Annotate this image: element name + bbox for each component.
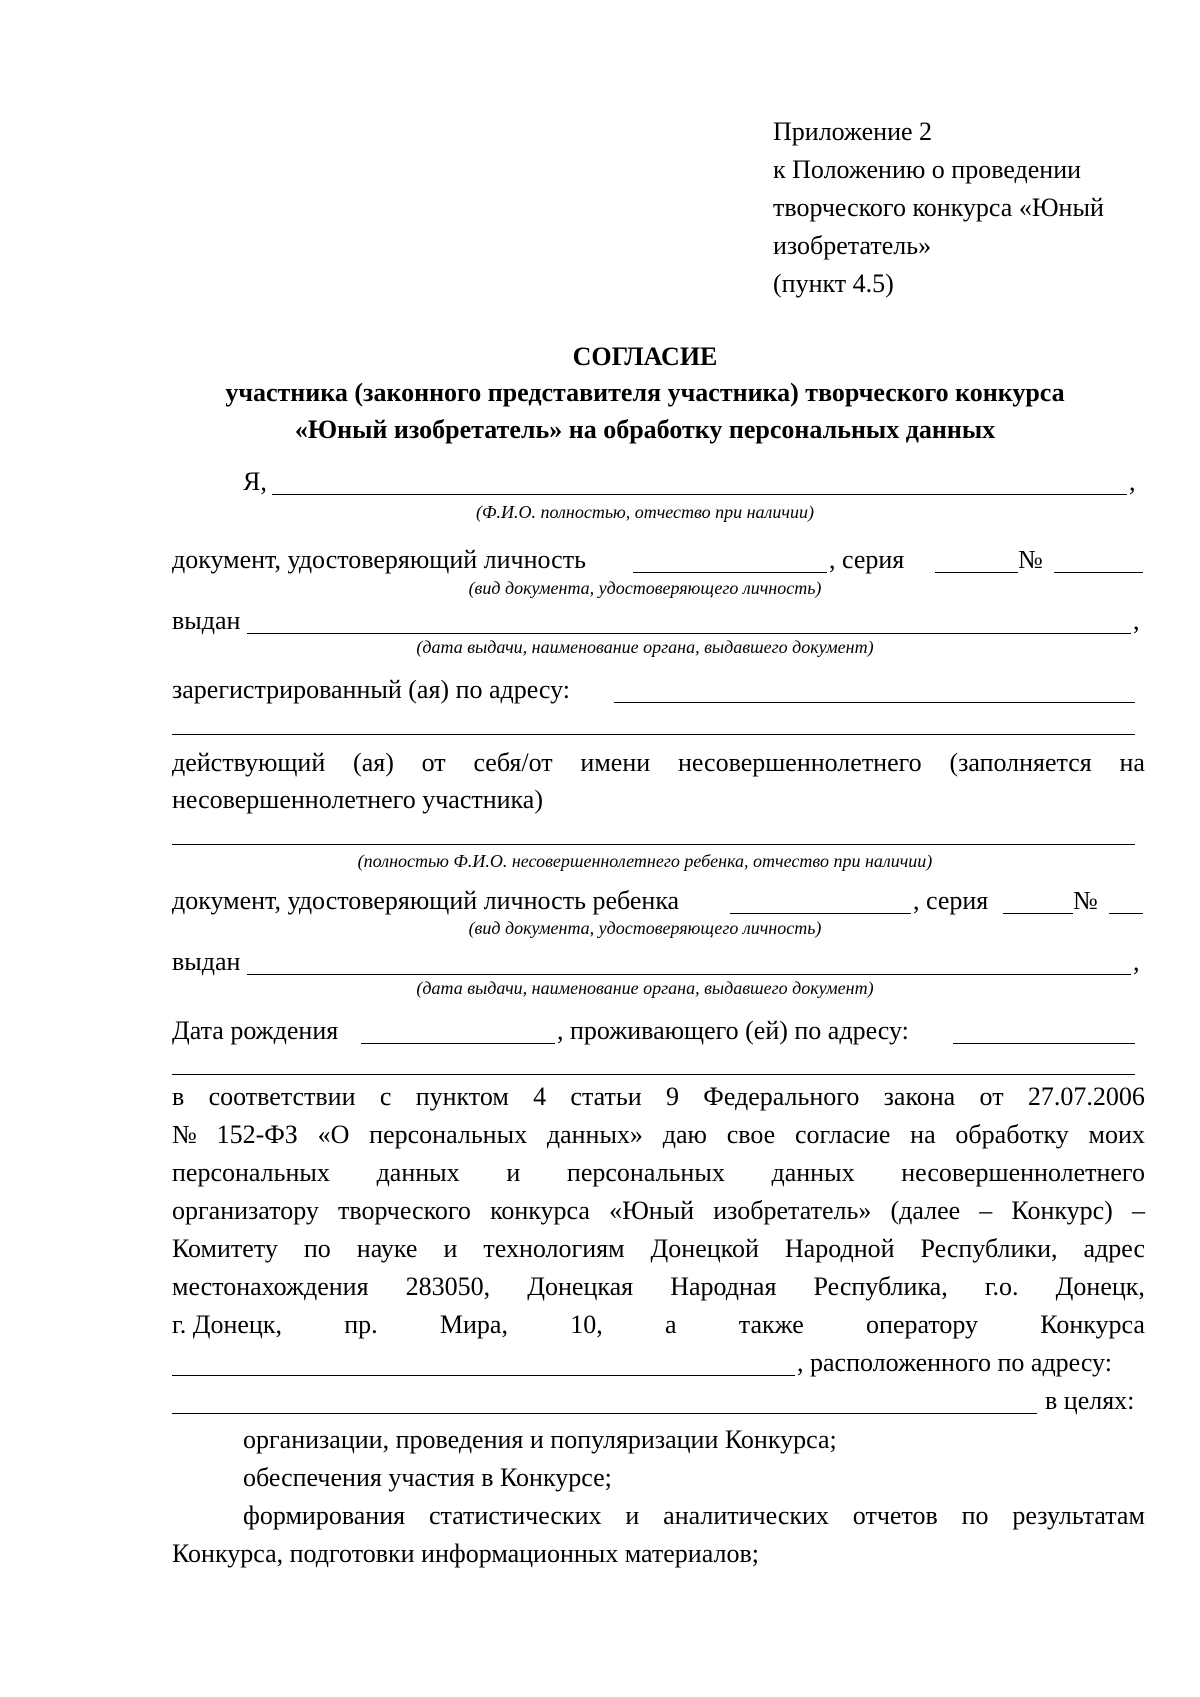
- body-word: в: [172, 1082, 185, 1111]
- body-word: конкурса: [490, 1196, 590, 1225]
- body-line-1: [172, 1082, 1145, 1112]
- body-word: №: [172, 1120, 197, 1149]
- child-doc-type-field[interactable]: [730, 913, 911, 914]
- body-word: от: [979, 1082, 1004, 1111]
- doc-caption: (вид документа, удостоверяющего личность): [468, 578, 822, 598]
- doc-label: документ, удостоверяющий личность: [172, 545, 586, 574]
- body-word: –: [979, 1196, 993, 1225]
- body-word: Народная: [670, 1272, 777, 1301]
- child-doc-label: документ, удостоверяющий личность ребенка: [172, 886, 680, 915]
- appendix-line-4: изобретатель»: [773, 231, 932, 260]
- purpose-item-3-line-1: [243, 1501, 1145, 1531]
- body-line-5: [172, 1234, 1145, 1264]
- body-word: организатору: [172, 1196, 319, 1225]
- purpose-word: отчетов: [852, 1501, 938, 1530]
- body-word: свое: [726, 1120, 776, 1149]
- fio-comma: ,: [1129, 467, 1136, 496]
- body-line-2: [172, 1120, 1145, 1150]
- body-word: Донецкая: [527, 1272, 634, 1301]
- registered-label: зарегистрированный (ая) по адресу:: [172, 675, 571, 704]
- appendix-line-5: (пункт 4.5): [773, 269, 894, 298]
- body-word: Республика,: [813, 1272, 948, 1301]
- operator-name-field[interactable]: [172, 1375, 795, 1376]
- body-word: 152-ФЗ: [216, 1120, 298, 1149]
- body-word: 27.07.2006: [1027, 1082, 1145, 1111]
- body-word: «Юный: [609, 1196, 695, 1225]
- body-word: и: [506, 1158, 521, 1187]
- body-word: творческого: [337, 1196, 471, 1225]
- body-word: по: [303, 1234, 331, 1263]
- body-word: 4: [533, 1082, 547, 1111]
- child-issued-field[interactable]: [247, 974, 1131, 975]
- body-word: технологиям: [483, 1234, 625, 1263]
- registered-field[interactable]: [614, 702, 1135, 703]
- body-word: науке: [356, 1234, 418, 1263]
- acting-text-line-1: [172, 748, 1145, 778]
- body-word: с: [379, 1082, 392, 1111]
- body-word: статьи: [570, 1082, 642, 1111]
- acting-word: имени: [580, 748, 651, 777]
- operator-address-field[interactable]: [172, 1413, 1037, 1414]
- child-number-field[interactable]: [1109, 913, 1143, 914]
- birth-date-field[interactable]: [361, 1043, 555, 1044]
- fio-field[interactable]: [272, 494, 1127, 495]
- body-word: данных: [376, 1158, 460, 1187]
- acting-word: от: [421, 748, 446, 777]
- acting-word: (ая): [353, 748, 394, 777]
- body-word: Народной: [784, 1234, 895, 1263]
- series-field[interactable]: [935, 572, 1018, 573]
- body-word: Конкурса: [1040, 1310, 1145, 1339]
- body-word: моих: [1088, 1120, 1145, 1149]
- child-number-sign: №: [1073, 886, 1098, 915]
- acting-word: (заполняется: [949, 748, 1092, 777]
- living-label: , проживающего (ей) по адресу:: [557, 1016, 909, 1045]
- body-word: а: [664, 1310, 677, 1339]
- body-word: (далее: [890, 1196, 961, 1225]
- body-word: оператору: [866, 1310, 979, 1339]
- purpose-word: результатам: [1012, 1501, 1145, 1530]
- document-subtitle-1: участника (законного представителя участника) творческого конкурса: [225, 378, 1065, 407]
- document-title: СОГЛАСИЕ: [572, 342, 718, 371]
- ya-label: Я,: [243, 467, 267, 496]
- purpose-item-3-line-2: Конкурса, подготовки информационных материалов;: [172, 1539, 759, 1568]
- issued-caption: (дата выдачи, наименование органа, выдавшего документ): [416, 637, 874, 657]
- body-word: персональных: [566, 1158, 725, 1187]
- body-word: Мира,: [439, 1310, 508, 1339]
- operator-located-label: , расположенного по адресу:: [797, 1348, 1112, 1377]
- acting-word: на: [1119, 748, 1145, 777]
- appendix-line-1: Приложение 2: [773, 117, 933, 146]
- purpose-word: статистических: [428, 1501, 602, 1530]
- birth-label: Дата рождения: [172, 1016, 339, 1045]
- body-word: Комитету: [172, 1234, 278, 1263]
- body-word: данных»: [546, 1120, 643, 1149]
- body-word: несовершеннолетнего: [901, 1158, 1145, 1187]
- purpose-word: формирования: [243, 1501, 406, 1530]
- body-word: персональных: [172, 1158, 330, 1187]
- purpose-word: и: [625, 1501, 640, 1530]
- child-doc-caption: (вид документа, удостоверяющего личность): [468, 918, 822, 938]
- acting-word: действующий: [172, 748, 326, 777]
- purpose-item-2: обеспечения участия в Конкурсе;: [243, 1463, 612, 1492]
- body-word: соответствии: [208, 1082, 356, 1111]
- fio-caption: (Ф.И.О. полностью, отчество при наличии): [476, 502, 814, 522]
- body-word: Донецкой: [650, 1234, 759, 1263]
- body-word: –: [1131, 1196, 1145, 1225]
- purposes-label: в целях:: [1045, 1386, 1135, 1415]
- acting-word: себя/от: [473, 748, 553, 777]
- body-line-3: [172, 1158, 1145, 1188]
- body-word: изобретатель»: [713, 1196, 872, 1225]
- number-field[interactable]: [1054, 572, 1143, 573]
- acting-text-line-2: несовершеннолетнего участника): [172, 785, 543, 814]
- child-issued-caption: (дата выдачи, наименование органа, выдавшего документ): [416, 978, 874, 998]
- body-line-4: [172, 1196, 1145, 1226]
- body-word: персональных: [369, 1120, 528, 1149]
- body-word: пр.: [344, 1310, 378, 1339]
- living-address-field[interactable]: [953, 1043, 1135, 1044]
- body-word: Конкурс): [1011, 1196, 1113, 1225]
- appendix-line-3: творческого конкурса «Юный: [773, 193, 1104, 222]
- acting-word: несовершеннолетнего: [677, 748, 922, 777]
- body-word: местонахождения: [172, 1272, 369, 1301]
- child-series-label: , серия: [913, 886, 989, 915]
- child-fio-caption: (полностью Ф.И.О. несовершеннолетнего ребенка, отчество при наличии): [357, 851, 933, 871]
- doc-type-field[interactable]: [633, 572, 827, 573]
- issued-field[interactable]: [247, 633, 1131, 634]
- registered-field-line-2[interactable]: [172, 734, 1135, 735]
- body-word: Федерального: [703, 1082, 860, 1111]
- series-label: , серия: [829, 545, 905, 574]
- body-word: адрес: [1083, 1234, 1145, 1263]
- body-word: «О: [317, 1120, 350, 1149]
- body-word: также: [738, 1310, 804, 1339]
- body-word: 10,: [570, 1310, 603, 1339]
- child-series-field[interactable]: [1003, 913, 1073, 914]
- child-issued-label: выдан: [172, 947, 241, 976]
- purpose-word: по: [961, 1501, 989, 1530]
- body-word: Республики,: [920, 1234, 1058, 1263]
- living-address-field-line-2[interactable]: [172, 1074, 1135, 1075]
- appendix-line-2: к Положению о проведении: [773, 155, 1082, 184]
- body-word: пунктом: [415, 1082, 509, 1111]
- body-word: г. Донецк,: [172, 1310, 282, 1339]
- child-issued-comma: ,: [1133, 947, 1140, 976]
- body-word: и: [443, 1234, 458, 1263]
- body-word: согласие: [794, 1120, 891, 1149]
- body-word: 283050,: [405, 1272, 491, 1301]
- document-subtitle-2: «Юный изобретатель» на обработку персональных данных: [294, 415, 996, 444]
- issued-label: выдан: [172, 606, 241, 635]
- body-word: данных: [771, 1158, 855, 1187]
- child-fio-field[interactable]: [172, 844, 1135, 845]
- body-word: на: [910, 1120, 936, 1149]
- issued-comma: ,: [1133, 606, 1140, 635]
- body-word: закона: [883, 1082, 956, 1111]
- purpose-item-1: организации, проведения и популяризации Конкурса;: [243, 1425, 837, 1454]
- body-line-6: [172, 1272, 1145, 1302]
- number-sign: №: [1018, 545, 1043, 574]
- body-word: даю: [662, 1120, 707, 1149]
- body-word: 9: [665, 1082, 679, 1111]
- body-word: обработку: [955, 1120, 1069, 1149]
- purpose-word: аналитических: [663, 1501, 829, 1530]
- body-word: Донецк,: [1055, 1272, 1145, 1301]
- body-word: г.о.: [984, 1272, 1019, 1301]
- body-line-7: [172, 1310, 1145, 1340]
